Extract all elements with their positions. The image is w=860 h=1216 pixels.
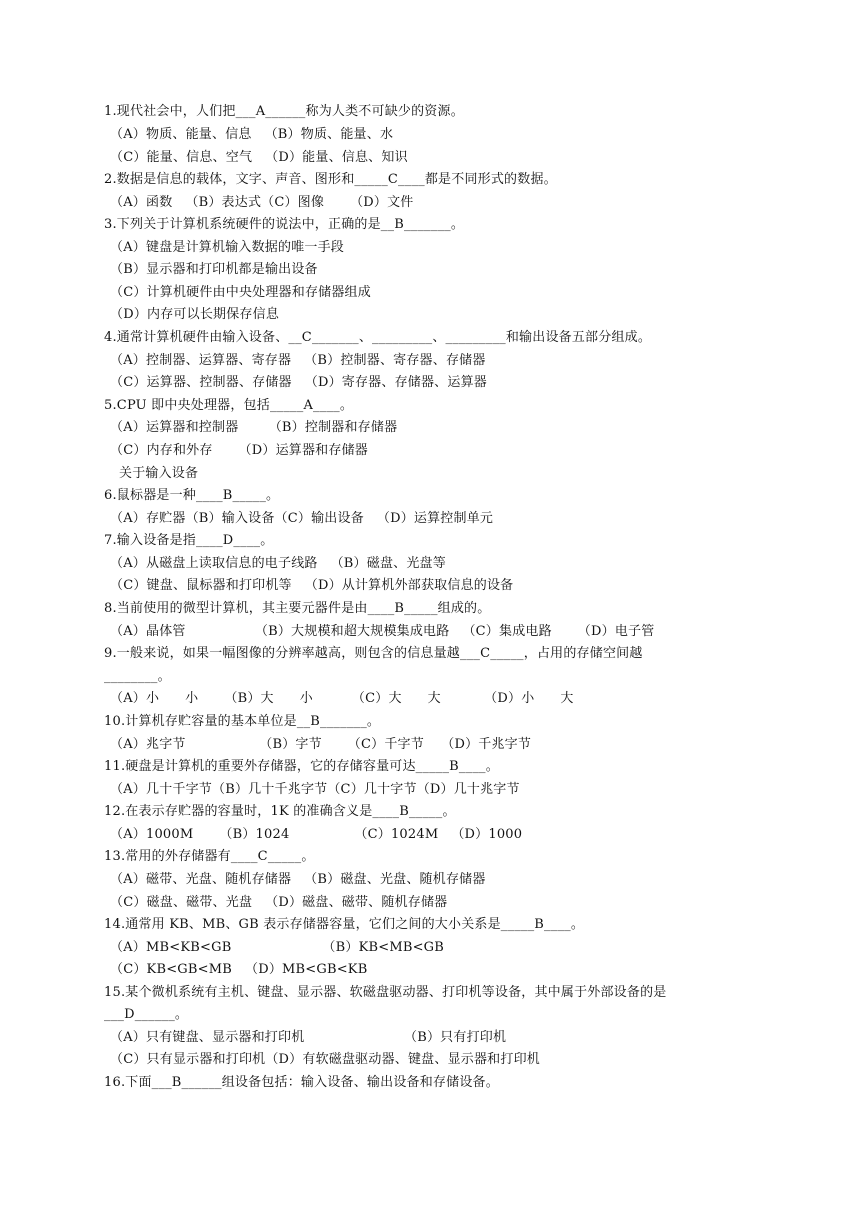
question-9-continued: ________。 [104,669,171,684]
option-line: （A）物质、能量、信息 （B）物质、能量、水 [110,127,394,142]
option-line: （C）能量、信息、空气 （D）能量、信息、知识 [110,150,408,165]
question-15-continued: ___D______。 [104,1007,189,1022]
option-line: （C）内存和外存 （D）运算器和存储器 [110,443,368,458]
question-1: 1.现代社会中，人们把___A______称为人类不可缺少的资源。 [104,104,464,119]
question-11: 11.硬盘是计算机的重要外存储器，它的存储容量可达_____B____。 [104,759,499,774]
question-4: 4.通常计算机硬件由输入设备、__C_______、_________、_________和输出设备五部分组成。 [104,330,652,345]
question-12: 12.在表示存贮器的容量时，1K 的准确含义是____B_____。 [104,804,456,819]
question-5: 5.CPU 即中央处理器，包括_____A____。 [104,398,354,413]
question-14: 14.通常用 KB、MB、GB 表示存储器容量，它们之间的大小关系是_____B____。 [104,917,585,932]
option-line: （C）磁盘、磁带、光盘 （D）磁盘、磁带、随机存储器 [110,895,448,910]
option-line: （D）内存可以长期保存信息 [110,307,280,322]
question-15: 15.某个微机系统有主机、键盘、显示器、软磁盘驱动器、打印机等设备，其中属于外部设备的是 [104,985,667,1000]
option-line: （C）只有显示器和打印机（D）有软磁盘驱动器、键盘、显示器和打印机 [110,1052,540,1067]
option-line: （C）键盘、鼠标器和打印机等 （D）从计算机外部获取信息的设备 [110,578,514,593]
option-line: （A）存贮器（B）输入设备（C）输出设备 （D）运算控制单元 [110,511,494,526]
question-8: 8.当前使用的微型计算机，其主要元器件是由____B_____组成的。 [104,601,491,616]
option-line: （A）磁带、光盘、随机存储器 （B）磁盘、光盘、随机存储器 [110,872,486,887]
question-9: 9.一般来说，如果一幅图像的分辨率越高，则包含的信息量越___C_____，占用的存储空间越 [104,646,643,661]
option-line: （A）键盘是计算机输入数据的唯一手段 [110,240,344,255]
option-line: （A）运算器和控制器 （B）控制器和存储器 [110,420,398,435]
option-line: （C）计算机硬件由中央处理器和存储器组成 [110,285,371,300]
option-line: （A）晶体管 （B）大规模和超大规模集成电路 （C）集成电路 （D）电子管 [110,624,655,639]
section-note: 关于输入设备 [119,466,199,481]
option-line: （A）兆字节 （B）字节 （C）千字节 （D）千兆字节 [110,737,532,752]
question-10: 10.计算机存贮容量的基本单位是__B_______。 [104,714,381,729]
option-line: （C）运算器、控制器、存储器 （D）寄存器、存储器、运算器 [110,375,487,390]
option-line: （A）小 小 （B）大 小 （C）大 大 （D）小 大 [110,691,574,706]
option-line: （A）只有键盘、显示器和打印机 （B）只有打印机 [110,1030,507,1045]
question-16: 16.下面___B______组设备包括：输入设备、输出设备和存储设备。 [104,1075,499,1090]
question-13: 13.常用的外存储器有____C_____。 [104,849,315,864]
option-line: （A）从磁盘上读取信息的电子线路 （B）磁盘、光盘等 [110,556,446,571]
option-line: （A）MB<KB<GB （B）KB<MB<GB [110,940,445,955]
option-line: （A）控制器、运算器、寄存器 （B）控制器、寄存器、存储器 [110,353,486,368]
option-line: （B）显示器和打印机都是输出设备 [110,262,318,277]
question-7: 7.输入设备是指____D____。 [104,533,274,548]
option-line: （A）1000M （B）1024 （C）1024M （D）1000 [110,827,523,842]
question-2: 2.数据是信息的载体，文字、声音、图形和_____C____都是不同形式的数据。 [104,172,557,187]
question-6: 6.鼠标器是一种____B_____。 [104,488,280,503]
option-line: （A）函数 （B）表达式（C）图像 （D）文件 [110,195,414,210]
question-3: 3.下列关于计算机系统硬件的说法中，正确的是__B_______。 [104,217,465,232]
option-line: （C）KB<GB<MB （D）MB<GB<KB [110,962,368,977]
option-line: （A）几十千字节（B）几十千兆字节（C）几十字节（D）几十兆字节 [110,782,520,797]
